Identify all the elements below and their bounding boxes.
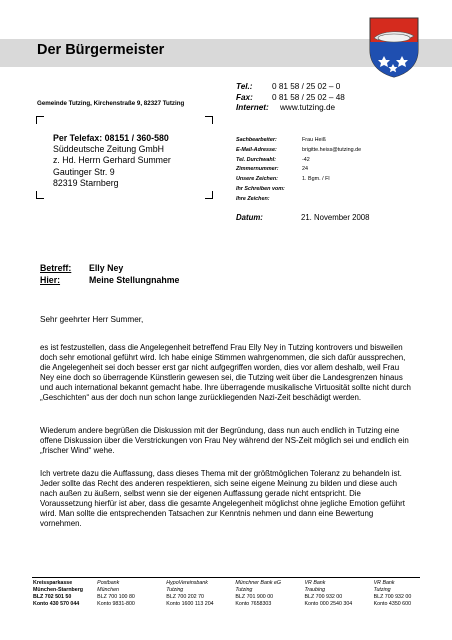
address-corner-top-left [36,116,44,124]
bank-column: Postbank München BLZ 700 100 80 Konto 9831-800 [97,580,135,608]
recipient-fax: Per Telefax: 08151 / 360-580 [53,133,169,143]
info-value: 1. Bgm. / Fl [302,176,330,183]
info-key: Zimmernummer: [236,166,279,173]
tel-value: 0 81 58 / 25 02 – 0 [272,82,341,91]
recipient-line: z. Hd. Herrn Gerhard Summer [53,155,171,166]
date-label: Datum: [236,213,263,222]
bank-column: VR Bank Tutzing BLZ 700 932 00 Konto 4350 600 [373,580,412,608]
info-value: 24 [302,166,308,173]
info-key: Ihr Schreiben vom: [236,185,285,192]
subject-block [40,263,179,286]
address-corner-top-right [205,116,213,124]
internet-link[interactable]: www.tutzing.de [280,103,336,112]
coat-of-arms-logo [366,16,422,78]
body-paragraph: es ist festzustellen, dass die Angelegenheit betreffend Frau Elly Ney in Tutzing kontrovers und bisweilen doch sehr emotional geführt wird. Ich habe einige Stimmen wahrgenommen, die sich dafür aussprechen, die Angelegenheit sei doch besser erst gar nicht aufgegriffen worden, dies vor allem deshalb, weil Frau Ney eine doch so überragende Künstlerin gewesen sei, die Tutzing weit über die Landesgrenzen hinaus und auch international bekannt gemacht habe. Ihre überragende musikalische Virtuosität sollte nicht durch „Geschichten“ aus der doch nun schon lange zurückliegenden Nazi-Zeit beschädigt werden. [40,343,411,403]
bank-column: VR Bank Traubing BLZ 700 932 00 Konto 000 2540 304 [304,580,353,608]
bank-column: Kreissparkasse München-Starnberg BLZ 702 501 50 Konto 430 570 044 [33,580,84,608]
salutation: Sehr geehrter Herr Summer, [40,315,144,324]
date-value: 21. November 2008 [301,213,370,222]
address-corner-bottom-left [36,191,44,199]
recipient-line: 82319 Starnberg [53,177,119,188]
fax-value: 0 81 58 / 25 02 – 48 [272,92,345,102]
email-link[interactable]: brigitte.heiss@tutzing.de [302,146,362,153]
footer-divider [32,577,420,578]
info-key: Sachbearbeiter: [236,137,277,143]
letter-title: Der Bürgermeister [37,42,165,58]
info-value: -42 [302,156,310,163]
bank-footer [33,580,423,608]
reference-info [236,136,361,205]
info-key: Ihre Zeichen: [236,195,270,202]
betreff-value: Elly Ney [89,263,124,273]
hier-value: Meine Stellungnahme [89,274,180,285]
body-paragraph: Ich vertrete dazu die Auffassung, dass dieses Thema mit der größtmöglichen Toleranz zu behandeln ist. Jeder sollte das Recht des anderen respektieren, sich seine eigene Meinung zu bilden und diese auch nach außen zu äußern, selbst wenn sie der eigenen Auffassung gerade nicht entspricht. Die Voraussetzung hierfür ist aber, dass die gesamte Angelegenheit möglichst ohne jegliche Emotion geführt wird. Man sollte die entsprechenden Tatsachen zur Kenntnis nehmen und dann eine Bewertung vornehmen. [40,469,405,529]
info-value: Frau Heiß [302,137,326,143]
address-corner-bottom-right [205,191,213,199]
info-key: E-Mail-Adresse: [236,146,277,153]
internet-label: Internet: [236,103,269,112]
contact-block [236,82,345,114]
sender-return-address: Gemeinde Tutzing, Kirchenstraße 9, 82327 Tutzing [37,100,185,107]
bank-column: HypoVereinsbank Tutzing BLZ 700 202 70 Konto 1600 113 204 [166,580,214,608]
recipient-line: Gautinger Str. 9 [53,166,115,177]
recipient-address [53,133,171,189]
fax-label: Fax: [236,92,253,102]
info-key: Unsere Zeichen: [236,176,278,183]
recipient-line: Süddeutsche Zeitung GmbH [53,144,165,155]
body-paragraph: Wiederum andere begrüßen die Diskussion mit der Begründung, dass nun auch endlich in Tutzing eine offene Diskussion über die Verstrickungen von Frau Ney während der NS-Zeit möglich sei und endlich ein „frischer Wind“ wehe. [40,426,409,456]
betreff-label: Betreff: [40,263,72,273]
bank-column: Münchner Bank eG Tutzing BLZ 701 900 00 Konto 7658303 [235,580,282,608]
letter-date [236,213,369,222]
info-key: Tel. Durchwahl: [236,156,276,163]
tel-label: Tel.: [236,82,253,91]
hier-label: Hier: [40,274,61,285]
